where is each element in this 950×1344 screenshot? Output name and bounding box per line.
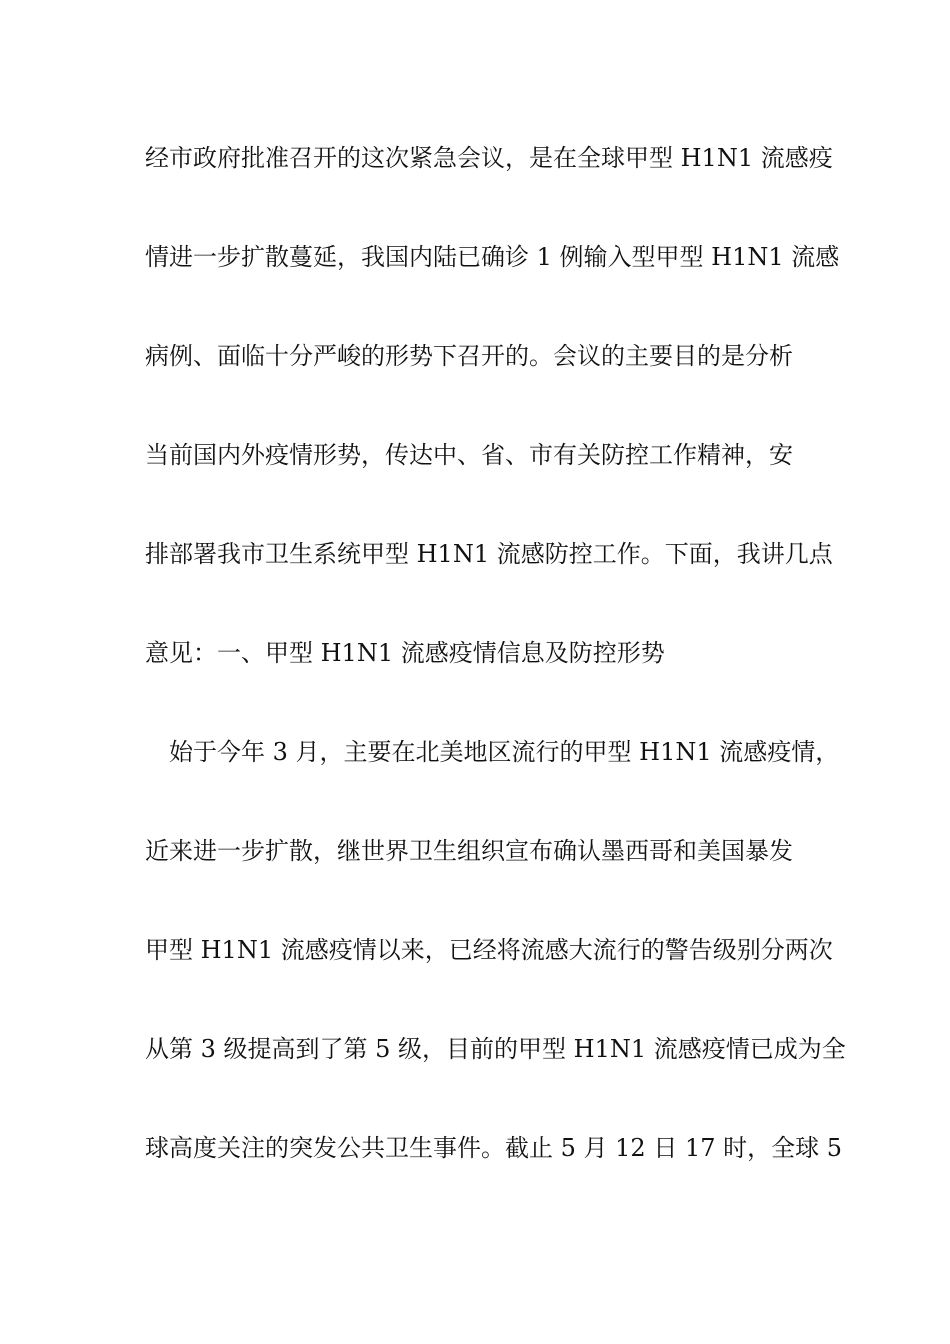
text-line-5: 排部署我市卫生系统甲型 H1N1 流感防控工作。下面，我讲几点 bbox=[145, 540, 833, 568]
text-line-3: 病例、面临十分严峻的形势下召开的。会议的主要目的是分析 bbox=[145, 342, 793, 370]
text-line-1: 经市政府批准召开的这次紧急会议，是在全球甲型 H1N1 流感疫 bbox=[145, 144, 833, 172]
text-line-6: 意见：一、甲型 H1N1 流感疫情信息及防控形势 bbox=[145, 639, 665, 667]
text-line-10: 从第 3 级提高到了第 5 级，目前的甲型 H1N1 流感疫情已成为全 bbox=[145, 1035, 846, 1063]
text-line-9: 甲型 H1N1 流感疫情以来，已经将流感大流行的警告级别分两次 bbox=[145, 936, 833, 964]
body-text bbox=[145, 129, 846, 1218]
text-line-2: 情进一步扩散蔓延，我国内陆已确诊 1 例输入型甲型 H1N1 流感 bbox=[145, 243, 840, 271]
text-line-8: 近来进一步扩散，继世界卫生组织宣布确认墨西哥和美国暴发 bbox=[145, 837, 793, 865]
text-line-7: 始于今年 3 月，主要在北美地区流行的甲型 H1N1 流感疫情， bbox=[169, 738, 840, 766]
text-line-4: 当前国内外疫情形势，传达中、省、市有关防控工作精神，安 bbox=[145, 441, 793, 469]
text-line-11: 球高度关注的突发公共卫生事件。截止 5 月 12 日 17 时，全球 5 bbox=[145, 1134, 843, 1162]
